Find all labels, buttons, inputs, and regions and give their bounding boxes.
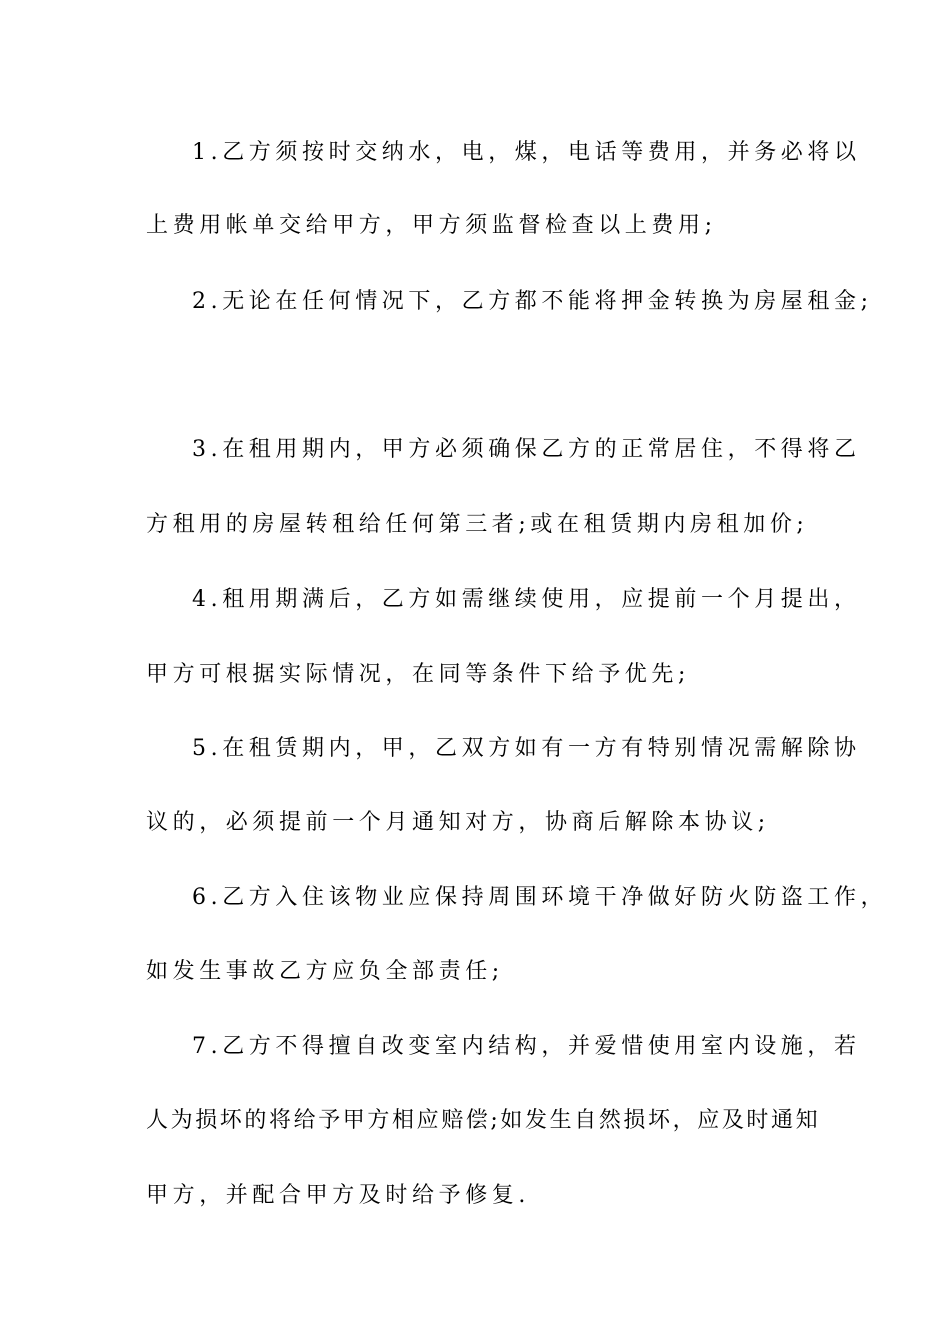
clause-4-line-2: 甲方可根据实际情况，在同等条件下给予优先; [146,662,691,687]
clause-2-line-1: 2.无论在任何情况下，乙方都不能将押金转换为房屋租金; [192,289,873,314]
clause-6-line-2: 如发生事故乙方应负全部责任; [146,959,504,984]
clause-3-line-2: 方租用的房屋转租给任何第三者;或在租赁期内房租加价; [146,512,809,537]
clause-5-line-1: 5.在租赁期内，甲，乙双方如有一方有特别情况需解除协 [192,736,861,761]
clause-5-line-2: 议的，必须提前一个月通知对方，协商后解除本协议; [146,810,770,835]
clause-1-line-1: 1.乙方须按时交纳水，电，煤，电话等费用，并务必将以 [192,140,861,165]
clause-4-line-1: 4.租用期满后，乙方如需继续使用，应提前一个月提出， [192,587,861,612]
clause-7-line-3: 甲方，并配合甲方及时给予修复. [146,1183,530,1208]
clause-1-line-2: 上费用帐单交给甲方，甲方须监督检查以上费用; [146,213,717,238]
clause-6-line-1: 6.乙方入住该物业应保持周围环境干净做好防火防盗工作， [192,885,888,910]
clause-3-line-1: 3.在租用期内，甲方必须确保乙方的正常居住，不得将乙 [192,437,861,462]
clause-7-line-1: 7.乙方不得擅自改变室内结构，并爱惜使用室内设施，若 [192,1034,861,1059]
clause-7-line-2: 人为损坏的将给予甲方相应赔偿;如发生自然损坏，应及时通知 [146,1108,821,1133]
